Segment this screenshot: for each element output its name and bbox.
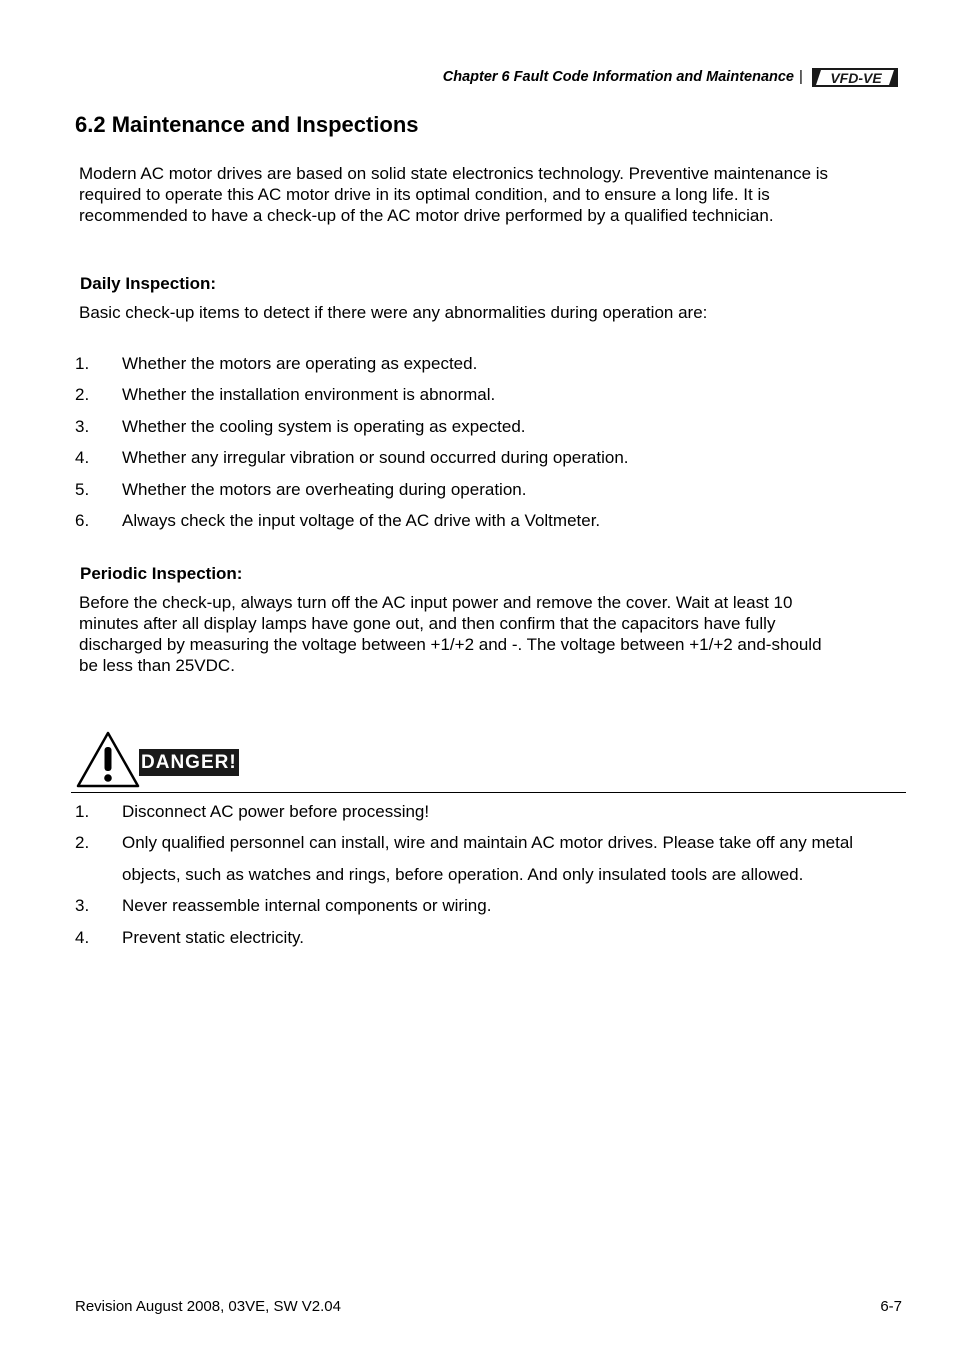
list-item: [75, 474, 875, 505]
list-item-text: Whether any irregular vibration or sound occurred during operation.: [122, 448, 629, 468]
list-item: [75, 796, 875, 827]
list-item-text: Prevent static electricity.: [122, 927, 305, 947]
periodic-inspection-text: Before the check-up, always turn off the AC input power and remove the cover. Wait at least 10 minutes after all display lamps have gone out, and then confirm that the capacitors have fully discharged by measuring the voltage between +1/+2 and -. The voltage between +1/+2 and-should be less than 25VDC.: [79, 593, 822, 675]
list-item-text: Always check the input voltage of the AC drive with a Voltmeter.: [122, 511, 601, 531]
list-item: [75, 348, 875, 379]
vfd-ve-logo: [812, 68, 898, 87]
list-item-number: 1.: [75, 802, 90, 821]
danger-list: [75, 796, 875, 953]
list-item-number: 5.: [75, 479, 90, 499]
list-item-text: Never reassemble internal components or wiring.: [122, 896, 492, 916]
danger-label: DANGER!: [139, 749, 239, 776]
list-item-number: 3.: [75, 416, 90, 436]
list-item-text: Whether the cooling system is operating as expected.: [122, 416, 526, 436]
list-item-number: 3.: [75, 896, 90, 916]
intro-paragraph: Modern AC motor drives are based on solid state electronics technology. Preventive maintenance is required to operate this AC motor drive in its optimal condition, and to ensure a long life. It is recommended to have a check-up of the AC motor drive performed by a qualified technician.: [79, 164, 829, 225]
header-separator: |: [799, 68, 803, 85]
list-item: [75, 890, 875, 921]
section-title: 6.2 Maintenance and Inspections: [75, 112, 419, 137]
daily-inspection-heading: Daily Inspection:: [80, 274, 217, 293]
list-item-text: Disconnect AC power before processing!: [122, 802, 430, 821]
daily-inspection-list: [75, 348, 875, 536]
daily-inspection-text: Basic check-up items to detect if there were any abnormalities during operation are:: [79, 303, 708, 322]
list-item-text: Only qualified personnel can install, wire and maintain AC motor drives. Please take off any metal objects, such as watches and rings, before operation. And only insulated tools are allowed.: [122, 833, 854, 884]
list-item: [75, 922, 875, 953]
list-item-number: 4.: [75, 448, 90, 468]
list-item-number: 6.: [75, 511, 90, 531]
list-item-number: 4.: [75, 927, 90, 947]
list-item-text: Whether the motors are overheating during operation.: [122, 479, 527, 499]
footer-page-number: 6-7: [880, 1298, 902, 1315]
list-item-number: 2.: [75, 385, 90, 405]
list-item-text: Whether the installation environment is abnormal.: [122, 385, 496, 405]
footer-revision: Revision August 2008, 03VE, SW V2.04: [75, 1298, 341, 1315]
list-item: [75, 827, 875, 890]
list-item-number: 1.: [75, 354, 90, 373]
list-item: [75, 505, 875, 536]
list-item: [75, 442, 875, 473]
list-item: [75, 379, 875, 410]
list-item-text: Whether the motors are operating as expected.: [122, 354, 478, 373]
svg-text:VFD-VE: VFD-VE: [830, 70, 882, 86]
header-chapter-title: Chapter 6 Fault Code Information and Maintenance: [442, 69, 794, 85]
list-item-number: 2.: [75, 833, 90, 853]
list-item: [75, 411, 875, 442]
periodic-inspection-heading: Periodic Inspection:: [80, 564, 243, 583]
danger-divider: [71, 792, 906, 793]
warning-triangle-icon: [76, 731, 140, 788]
